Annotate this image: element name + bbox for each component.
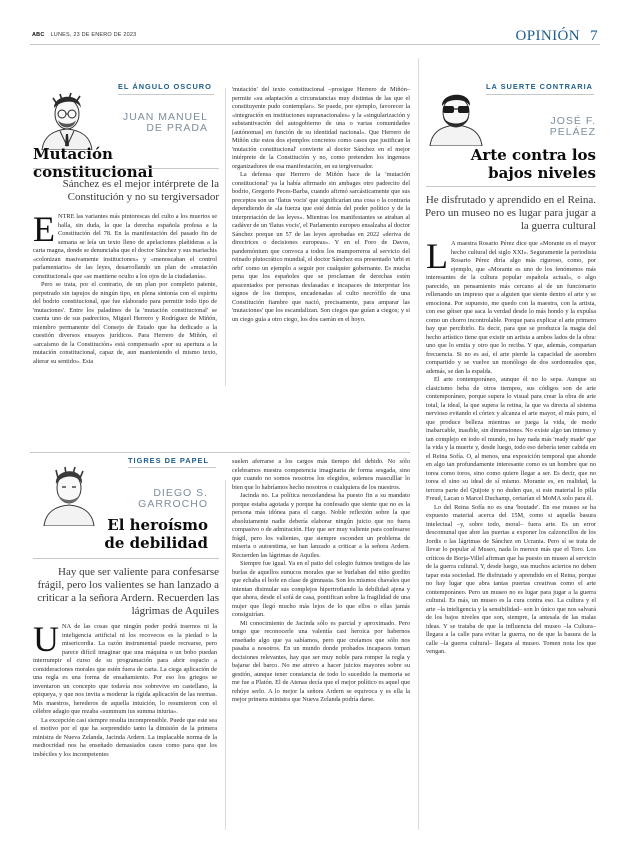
- headline-line: de debilidad: [104, 534, 208, 552]
- article-2-body-col1: [33, 623, 217, 833]
- article-3-author: [486, 116, 596, 138]
- paragraph: suelen aferrarse a los cargos más tiempo del debido. No sólo celebramos nuestra competencia imaginaria de forma sesgada, sino que cuando no somos nosotros los elegidos, solemos masculllar lo bien que lo habríamos hecho nosotros o cualquiera de los nuestros.: [232, 458, 410, 491]
- paragraph: NTRE las variantes más pintorescas del culto a los muertos se halla, sin duda, la que la derecha española profesa a la Constitución del 78. En la manifestación del pasado fin de semana se leía un texto lleno de apelaciones plañideras a la carta magna, donde se denunciaba que el doctor Sánchez y sus mariachis «colonizan masivamente instituciones» y «menoscaban el control parlamentario» de las leyes, desarrollando un plan de «mutación constitucional» que «se mantiene oculto a los ojos de la ciudadanía».: [33, 213, 217, 280]
- article-2-dek: Hay que ser valiente para confesarse frágil, pero los valientes se han lanzado a criticar a la señora Ardern. Recuerden las lágrimas de Aquiles: [37, 566, 219, 617]
- author-last-name: GARROCHO: [138, 498, 208, 510]
- headline-rule: [33, 168, 219, 169]
- brand-logo: ABC: [32, 32, 45, 38]
- drop-cap: U: [33, 623, 59, 659]
- paragraph: NA de las cosas que ningún poder podrá traernos ni la inteligencia artificial ni los recovecos es la piedad o la misericordia. La razón instrumental puede recrearse, pero parece difícil imaginar que una máquina o un bobo puedan interrumpir el curso de su programación para abrir espacio a consideraciones morales que estén fuera de carta. La ciega aplicación de una regla es una forma de ensañamiento. Por eso los griegos se inventaron un concepto que todavía nos sobrevive en castellano, la epiqueya, y que nos invita a moderar la rígida aplicación de las normas. Mis maestros, herederos de aquella intuición, lo resumieron con el célebre adagio que rezaba «summum ius summa iniuria».: [33, 623, 217, 715]
- article-2-headline: [18, 516, 208, 552]
- author-first-name: JUAN MANUEL: [122, 111, 208, 123]
- paragraph: 'mutación' del texto constitucional –prosigue Herrero de Miñón– permite «su adaptación a circunstancias muy distintas de las que el constituyente pudo contemplar». Se puede, por ejemplo, favorecer la «integración en instituciones supranacionales» y la «singularización y substantivación del autogobierno de una o varias comunidades [autónomas] en función de su identidad nacional». Que Herrero de Miñón cite estos dos ejemplos concretos como casos que justifican la 'mutación constitucional' convierte al doctor Sánchez en el mejor intérprete de la Constitución y no, como pretenden los ingenuos organizadores de esa manifestación, en su tergiversador.: [232, 86, 410, 170]
- paragraph: Pero se trata, por el contrario, de un plan por completo patente, perpetrado sin tapujos de ningún tipo, en plena sintonía con el espíritu del bodrio constitucional, que fue elaborado para permitir todo tipo de 'mutaciones'. Entre los paladines de la 'mutación constitucional' se cuenta uno de sus padrecitos, Miguel Herrero y Rodríguez de Miñón, miembro permanente del Consejo de Estado que ha dedicado a la cuestión diversos ensayos jurídicos. Para Herrero de Miñón, el «arcaísmo de la Constitución» está compensado «por su apertura a la mutación constitucional, capaz de, aun manteniendo el mismo texto, alterar su sentido». Esta: [33, 281, 217, 365]
- author-last-name: PELÁEZ: [549, 126, 596, 138]
- article-1-body-col1: [33, 213, 217, 439]
- article-divider: [30, 452, 410, 453]
- article-2-body-col2: [232, 458, 410, 834]
- article-1-author: [98, 112, 208, 134]
- paragraph: Lo del Reina Sofía no es una 'boutade'. En ese museo se ha expuesto material acerca del 15M, como si aquella basura intelectual –y, sobre todo, moral– fuera arte. Es un error descomunal que abre las puertas a exponer los calzoncillos de los Jordis o las lágrimas de Sánchez en Ucrania. Pero sí se trata de llevar lo popular al Museo, nada lo merece más que el Toro. Los críticos de Borja-Villel afirman que ha puesto un museo al servicio de la guerra cultural. Y, desde luego, sus muchos aciertos no deben tapar esta sociedad. He disfrutado y aprendido en el Reina, porque no hay lugar que abra tantas puertas creativas como el arte contemporáneo. Pero un museo no es lugar para jugar a la guerra cultural. Es más, un museo es la cura contra eso. La cultura y el arte –la inteligencia y la sensibilidad– son lo único que nos salvará de los bajos niveles que son, siempre, la antesala de las malas ideas. Y se trataba de que la influencia del museo –la Cultura– llegara a la calle para evitar la guerra, no de que la basura de la calle –la guerra cultural– llegara al museo. Tomen nota los que vengan.: [426, 503, 596, 655]
- paragraph: Mi conocimiento de Jacinda sólo es parcial y aproximado. Pero tengo que reconocerle una valentía casi heroica por habernos enseñado algo que ya sabíamos, pero que creíamos que sólo nos pasaba a nosotros. En un mundo donde probados incapaces toman decisiones relevantes, hay que ser muy noble para romper la regla y bajarse del barco. No me atrevo a hacer juicios mayores sobre su gestión, aunque tener constancia de todo lo sucedido la memoria se me fue a Platón. El de Atenas decía que el mejor político es aquel que rehúye serlo. A lo mejor la señora Ardern se equivoca y es ella la mejor primera ministra que Nueva Zelanda podría darse.: [232, 619, 410, 703]
- paragraph: Siempre fue igual. Ya en el patio del colegio fuimos testigos de las burlas de aquellos eunucos morales que se burlaban del niño gordito que echaba el bofe en clase de gimnasia. Son los mismos chavales que intentan disimular sus complejos hipertrofiando la debilidad ajena y que ahora, desde el sofá de casa, pontifican sobre la fragilidad de una mujer que llegó mucho más lejos de lo que ellos o ellas jamás consiguirían.: [232, 560, 410, 618]
- article-1-section-label: EL ÁNGULO OSCURO: [118, 82, 212, 91]
- author-first-name: DIEGO S.: [153, 487, 208, 499]
- page-header-left: [32, 32, 136, 38]
- paragraph: La defensa que Herrero de Miñón hace de la 'mutación constitucional' ya la había afirmado sin ambages otro padrecito del bodrio, Gregorio Peces-Barba, cuando afirmó sarcásticamente que sus preceptos son un 'flatus vocis' que significarían una cosa o la contraria dependiendo de «la fuerza que esté detrás del poder político y de la interpretación de las leyes». Mientras los manifestantes se atraban al cadáver de un 'flatus vocis', el Parlamento europeo ensalzaba al doctor Sánchez porque un 57 de las leyes aprobadas en 2022 «deriva de directrices o decisiones europeas». Y en el Foro de Davos, pandemónium que convoca a todos los mamporreros al servicio del reinado plutocrático mundial, el doctor Sánchez era presentado 'urbi et orbi' como un ejemplo a seguir por cualquier gobernante. Es mucha pena que los españoles que se proclaman de derechas estén apacentados por personas desfasadas e incapaces de interpretar los signos de los tiempos, encadenadas al culto necrófilo de una Constitución fiambre que nació, precisamente, para amparar las 'mutaciones' que los escandalizan. Son ciegos que guían a ciegos; y si un ciego guía a otro ciego, los dos caerán en el hoyo.: [232, 171, 410, 323]
- headline-rule: [33, 558, 219, 559]
- paragraph: A maestra Rosario Pérez dice que «Morante es el mayor hecho cultural del siglo XXI». Seguramente la periodista Rosario Pérez diría algo más riguroso, como, por ejemplo, que «Morante es uno de los fenómenos más interesantes de la cultura popular española actual», o algo parecido, un pensamiento más cercano al de un funcionario rellenando un impreso que a alguien que siente dentro el arte y se emociona. Por supuesto, me quedo con la maestra, con la artista, con ese géiser que saca la verdad desde lo más hondo y la expulsa como un chorro incontrolable. Porque para explicar el arte primero hay que percibirlo. Es decir, para que se produzca la magia del hecho artístico tiene que existir un artista a ambos lados de la obra: uno que lo emita y otro que lo reciba. Y que, además, compartan frecuencia. Si no es así, el arte pierde la capacidad de asombro compartido y se vuelve un monólogo de dos sordomudos que, además, se dan la espalda.: [426, 240, 596, 375]
- article-1-dek: Sánchez es el mejor intérprete de la Constitución y no su tergiversador: [62, 178, 219, 203]
- page-number: 7: [590, 28, 598, 44]
- section-title: OPINIÓN: [515, 28, 580, 44]
- column-divider: [225, 480, 226, 830]
- paragraph: Jacinda no. La política neozelandesa ha puesto fin a su mandato porque estaba agotada y porque ha confesado que siente que no es la persona más idónea para el cargo. Noble reflexión sobre la que absolutamente nadie debería elaborar ningún juicio que no fuera compasivo o de admiración. Hay que ser muy valiente para confesarse frágil, pero los valientes, que siempre esconden un problema de miseria o autoestima, se han lanzado a criticar a la señora Ardern. Recuerden las lágrimas de Aquiles.: [232, 492, 410, 559]
- issue-date: LUNES, 23 DE ENERO DE 2023: [50, 32, 137, 38]
- headline-rule: [426, 186, 596, 187]
- headline-line: bajos niveles: [488, 164, 596, 182]
- header-divider: [30, 44, 600, 45]
- headline-line: Arte contra los: [470, 146, 596, 164]
- article-2-author: [98, 488, 208, 510]
- article-1-headline: Mutación constitucional: [33, 145, 154, 181]
- article-1-body-col2: [232, 86, 410, 458]
- section-rule: [128, 467, 216, 468]
- page-header-right: [515, 28, 598, 45]
- article-3-dek: He disfrutado y aprendido en el Reina. Pero un museo no es lugar para jugar a la guerra cultural: [424, 194, 596, 232]
- article-3-body: [426, 240, 596, 834]
- article-3-section-label: LA SUERTE CONTRARIA: [486, 82, 594, 91]
- section-rule: [118, 94, 214, 95]
- headline-line: El heroísmo: [107, 516, 208, 534]
- article-3-headline: [416, 146, 596, 182]
- section-rule: [486, 94, 594, 95]
- author-last-name: DE PRADA: [146, 122, 208, 134]
- drop-cap: L: [426, 240, 448, 276]
- author-first-name: JOSÉ F.: [550, 115, 596, 127]
- article-2-section-label: TIGRES DE PAPEL: [128, 456, 209, 465]
- column-divider: [225, 88, 226, 386]
- author-portrait-pelaez: [426, 86, 486, 146]
- paragraph: La excepción casi siempre resulta incomprensible. Puede que este sea el motivo por el que ha sorprendido tanto la dimisión de la primera ministra de Nueva Zelanda, Jacinda Ardern. La implacable norma de la mediocridad nos ha enseñado demasiados casos como para que los imbéciles y los incompetentes: [33, 716, 217, 758]
- drop-cap: E: [33, 213, 55, 249]
- author-portrait-de-prada: [38, 90, 96, 150]
- paragraph: El arte contemporáneo, aunque él no lo sepa. Aunque su clasicismo beba de otros tiempos, sus códigos son de arte contemporáneo, porque supera lo visual para crear la obra de arte total, la ideal, la que supera la retina, la que va directa al sistema nervioso evitando el córtex y alcanza el arte mayor, el más puro, el que produce belleza mientras se juega la vida, de modo inabarcable, inasible, sin dimensiones. No existe algo tan intenso y tan complejo en todo el mundo, no hay nada más 'ready made' que la vida y la muerte y, desde luego, todo eso debería tener cabida en el Reina Sofía. O, al menos, una exposición temporal que ahonde en algo tan profundamente interesante como es un hombre que no torea como toros, sino como quiere llegar a ser. Es decir, que no torea el sino su ideal de sí mismo. Morante es, en realidad, la tercera parte del Quijote y no duden que, si este material lo pilla Freud, Lacan o Marcel Duchamp, certarían el MoMA solo para él.: [426, 376, 596, 502]
